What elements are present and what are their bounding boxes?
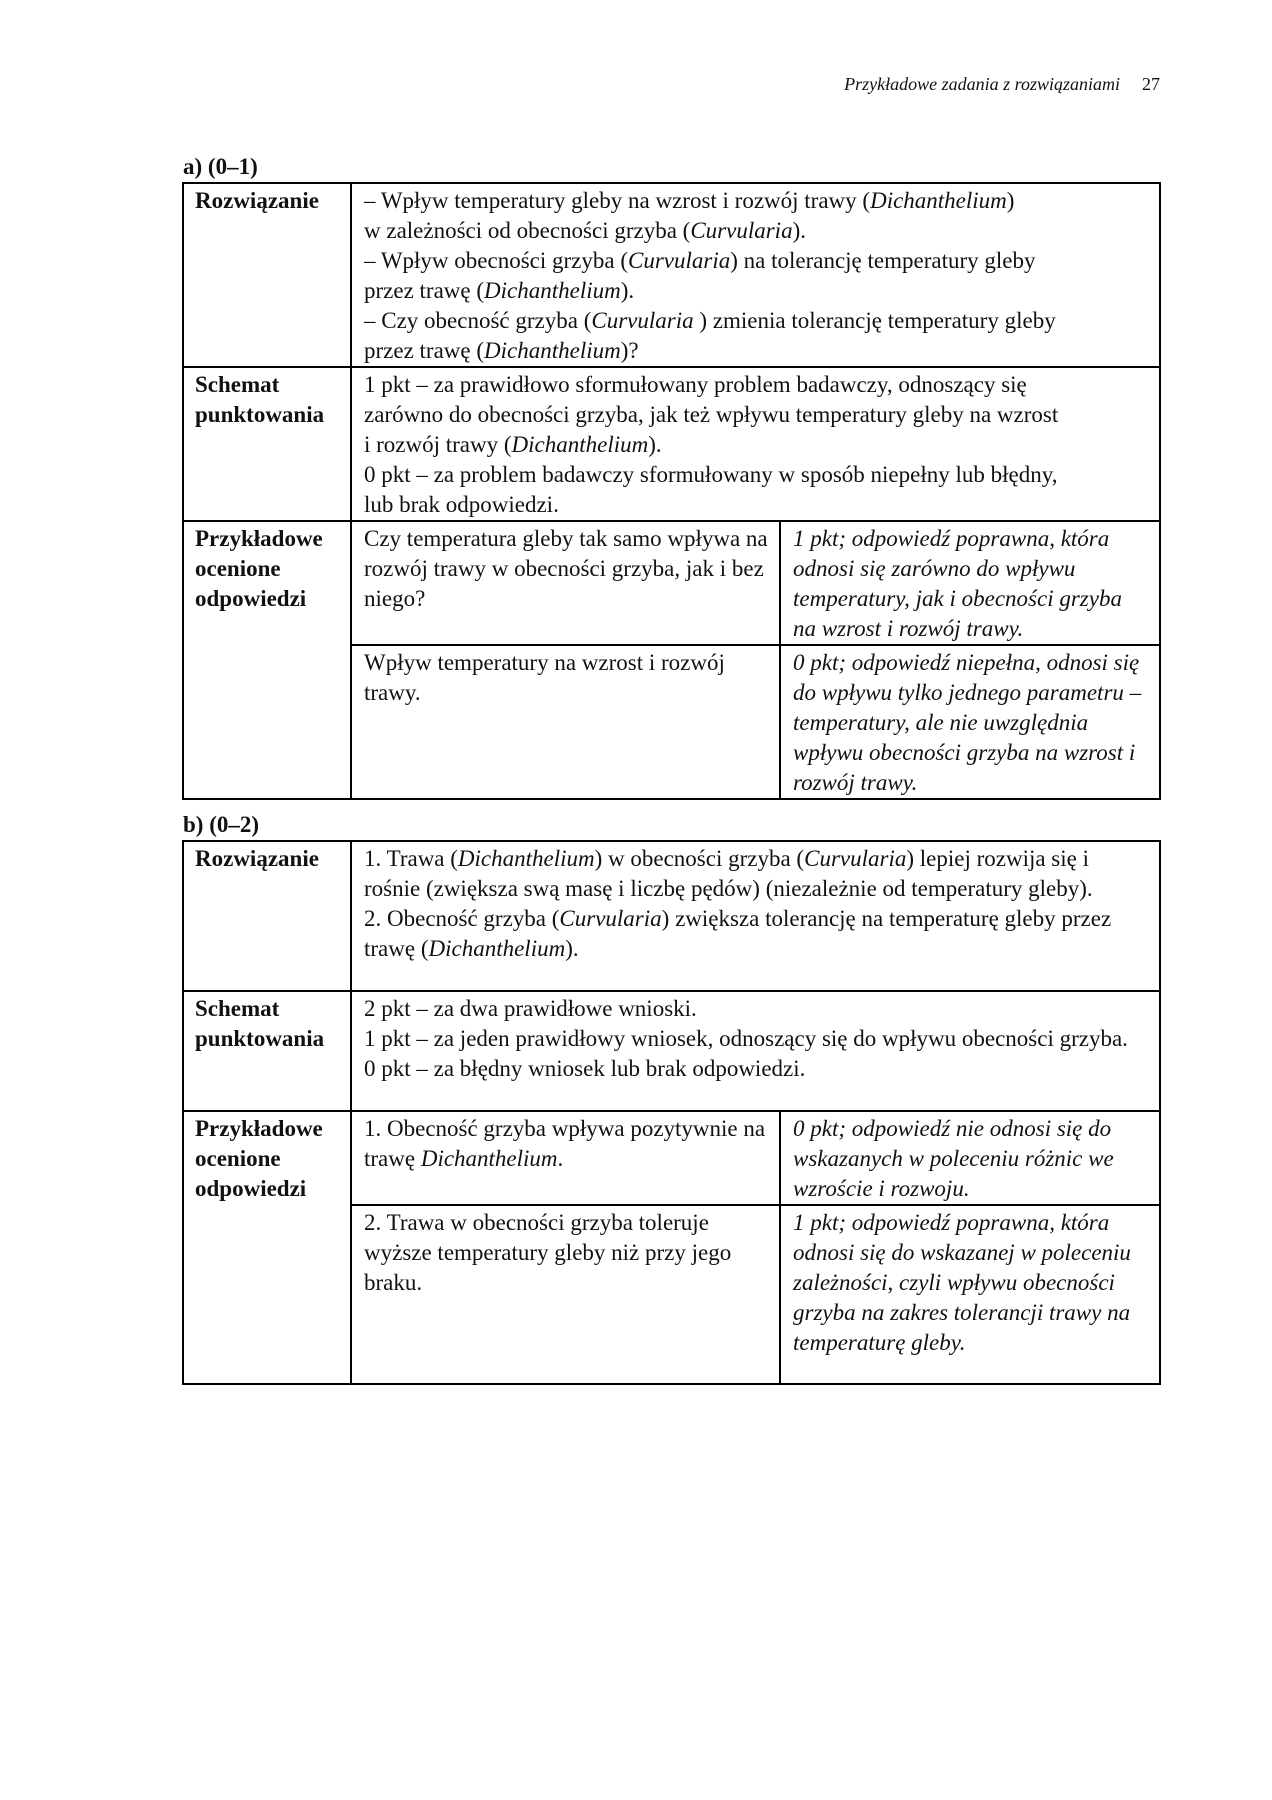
header-title: Przykładowe zadania z rozwiązaniami <box>844 74 1120 94</box>
section-b-title: b) (0–2) <box>183 812 260 837</box>
section-a-title: a) (0–1) <box>183 154 258 179</box>
solution-row <box>183 841 1160 991</box>
scoring-line: i rozwój trawy (Dichanthelium). <box>364 432 662 457</box>
running-header <box>844 74 1160 95</box>
solution-line: – Wpływ temperatury gleby na wzrost i rozwój trawy (Dichanthelium) <box>364 188 1015 213</box>
scoring-line: zarówno do obecności grzyba, jak też wpływu temperatury gleby na wzrost <box>364 402 1059 427</box>
solution-line: – Wpływ obecności grzyba (Curvularia) na tolerancję temperatury gleby <box>364 248 1036 273</box>
section-b-table <box>182 840 1161 1385</box>
example-evaluation: 0 pkt; odpowiedź nie odnosi się do wskazanych w poleceniu różnic we wzroście i rozwoju. <box>780 1111 1160 1205</box>
solution-line: – Czy obecność grzyba (Curvularia ) zmienia tolerancję temperatury gleby <box>364 308 1056 333</box>
example-evaluation: 1 pkt; odpowiedź poprawna, która odnosi się zarówno do wpływu temperatury, jak i obecności grzyba na wzrost i rozwój trawy. <box>780 521 1160 645</box>
solution-label: Rozwiązanie <box>183 183 351 367</box>
page-number: 27 <box>1142 74 1160 94</box>
example-row <box>183 521 1160 645</box>
example-evaluation: 0 pkt; odpowiedź niepełna, odnosi się do wpływu tylko jednego parametru – temperatury, ale nie uwzględnia wpływu obecności grzyba na wzrost i rozwój trawy. <box>780 645 1160 799</box>
solution-line: 2. Obecność grzyba (Curvularia) zwiększa tolerancję na temperaturę gleby przez trawę (Dichanthelium). <box>364 906 1112 961</box>
scoring-line: lub brak odpowiedzi. <box>364 492 559 517</box>
solution-row <box>183 183 1160 367</box>
scoring-cell <box>351 991 1160 1111</box>
solution-line: przez trawę (Dichanthelium)? <box>364 338 639 363</box>
scoring-row <box>183 991 1160 1111</box>
solution-line: przez trawę (Dichanthelium). <box>364 278 635 303</box>
scoring-line: 1 pkt – za jeden prawidłowy wniosek, odnoszący się do wpływu obecności grzyba. <box>364 1026 1128 1051</box>
example-row <box>183 1111 1160 1205</box>
example-answer: 1. Obecność grzyba wpływa pozytywnie na trawę Dichanthelium. <box>351 1111 780 1205</box>
solution-label: Rozwiązanie <box>183 841 351 991</box>
example-evaluation: 1 pkt; odpowiedź poprawna, która odnosi się do wskazanej w poleceniu zależności, czyli wpływu obecności grzyba na zakres tolerancji trawy na temperaturę gleby. <box>780 1205 1160 1384</box>
example-answer: 2. Trawa w obecności grzyba toleruje wyższe temperatury gleby niż przy jego braku. <box>351 1205 780 1384</box>
example-answer: Czy temperatura gleby tak samo wpływa na rozwój trawy w obecności grzyba, jak i bez niego? <box>351 521 780 645</box>
scoring-label: Schemat punktowania <box>183 991 351 1111</box>
scoring-line: 1 pkt – za prawidłowo sformułowany problem badawczy, odnoszący się <box>364 372 1027 397</box>
scoring-line: 0 pkt – za błędny wniosek lub brak odpowiedzi. <box>364 1056 806 1081</box>
examples-label: Przykładowe ocenione odpowiedzi <box>183 1111 351 1384</box>
solution-line: 1. Trawa (Dichanthelium) w obecności grzyba (Curvularia) lepiej rozwija się i rośnie (zwiększa swą masę i liczbę pędów) (niezależnie od temperatury gleby). <box>364 846 1093 901</box>
section-a-table <box>182 182 1161 800</box>
solution-cell <box>351 841 1160 991</box>
scoring-line: 2 pkt – za dwa prawidłowe wnioski. <box>364 996 697 1021</box>
solution-line: w zależności od obecności grzyba (Curvularia). <box>364 218 806 243</box>
scoring-line: 0 pkt – za problem badawczy sformułowany w sposób niepełny lub błędny, <box>364 462 1058 487</box>
scoring-cell <box>351 367 1160 521</box>
examples-label: Przykładowe ocenione odpowiedzi <box>183 521 351 799</box>
solution-cell <box>351 183 1160 367</box>
scoring-label: Schemat punktowania <box>183 367 351 521</box>
example-answer: Wpływ temperatury na wzrost i rozwój trawy. <box>351 645 780 799</box>
scoring-row <box>183 367 1160 521</box>
